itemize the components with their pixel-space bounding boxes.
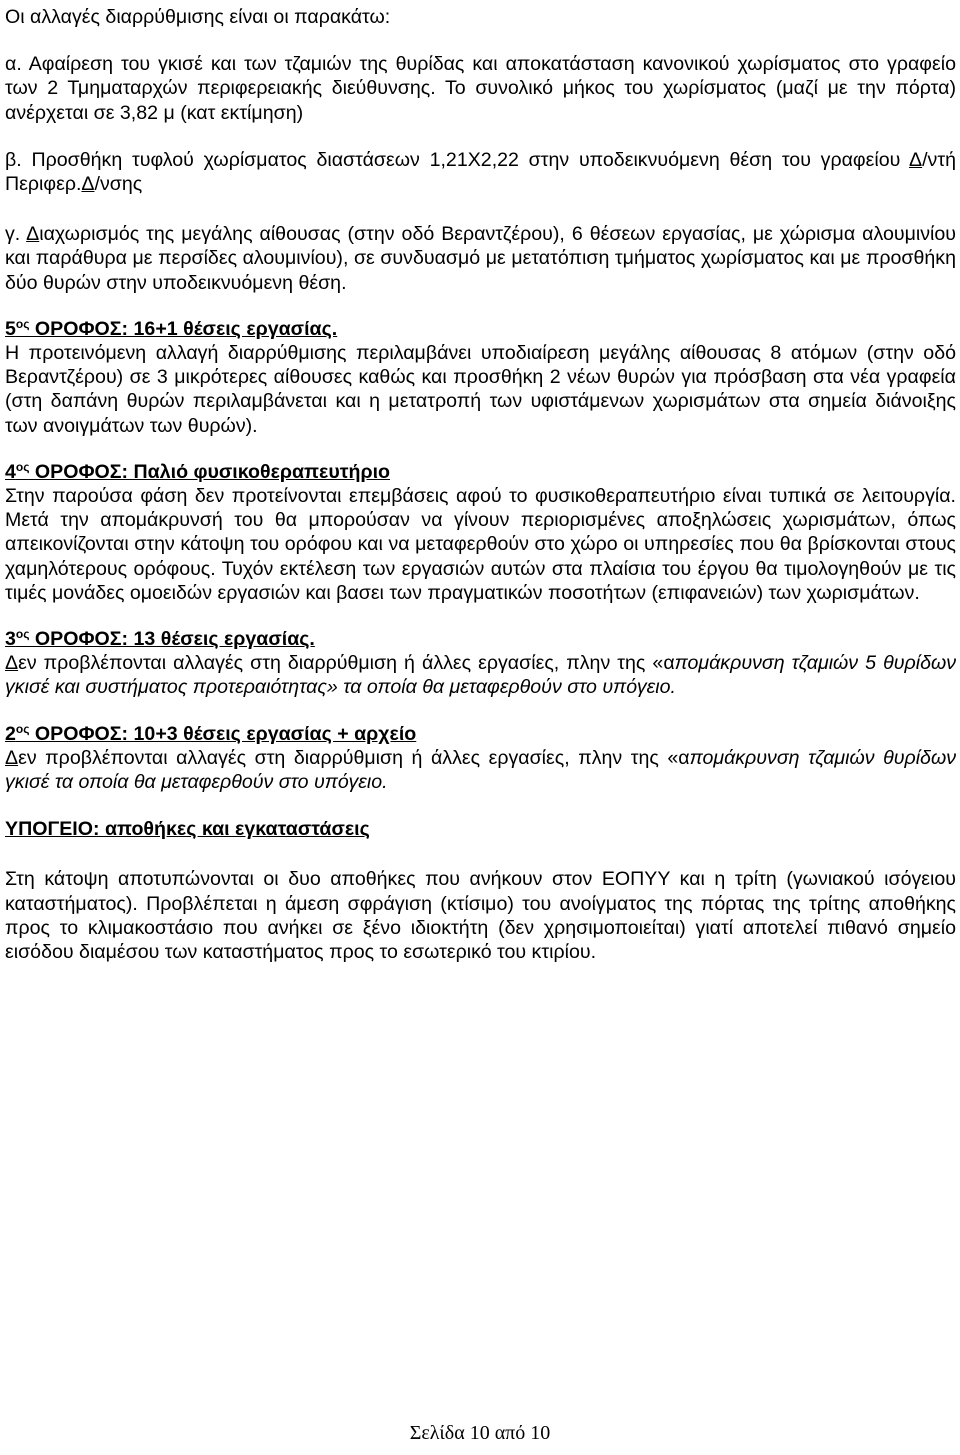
item-b-link-1[interactable]: Δ — [909, 148, 923, 171]
floor-2-link[interactable]: Δ — [5, 746, 19, 769]
floor-5-text: Η προτεινόμενη αλλαγή διαρρύθμισης περιλαμβάνει υποδιαίρεση μεγάλης αίθουσας 8 ατόμων (στην οδό Βεραντζέρου) σε 3 μικρότερες αίθουσες καθώς και προσθήκη 2 νέων θυρών για πρόσβαση στα νέα γραφεία (στη δαπάνη θυρών περιλαμβάνεται και η μετατροπή των υφιστάμενων χωρισμάτων στα σημεία διάνοιξης των ανοιγμάτων των θυρών). — [5, 342, 956, 437]
basement-heading: ΥΠΟΓΕΙΟ: αποθήκες και εγκαταστάσεις — [5, 818, 370, 841]
floor-2-number: 2 — [5, 722, 16, 745]
floor-3-title: ΟΡΟΦΟΣ: 13 θέσεις εργασίας. — [29, 628, 315, 651]
floor-2-ordinal: ος — [15, 721, 30, 736]
item-b — [5, 148, 956, 196]
floor-4-number: 4 — [5, 460, 16, 483]
page-footer: Σελίδα 10 από 10 — [409, 1422, 551, 1444]
floor-2-section — [5, 722, 956, 795]
floor-3-heading — [5, 627, 956, 651]
floor-5-title: ΟΡΟΦΟΣ: 16+1 θέσεις εργασίας. — [29, 317, 338, 340]
floor-3-ordinal: ος — [15, 627, 30, 642]
intro-text: Οι αλλαγές διαρρύθμισης είναι οι παρακάτω: — [5, 6, 391, 28]
floor-5-ordinal: ος — [15, 316, 30, 331]
floor-5-section — [5, 317, 956, 438]
item-b-mid: /ντή Περιφερ. — [5, 148, 956, 196]
floor-2-body: εν προβλέπονται αλλαγές στη διαρρύθμιση ή άλλες εργασίες, πλην της «α — [18, 746, 690, 769]
floor-4-ordinal: ος — [15, 459, 30, 474]
floor-3-link[interactable]: Δ — [5, 652, 19, 675]
floor-4-title: ΟΡΟΦΟΣ: Παλιό φυσικοθεραπευτήριο — [29, 460, 390, 483]
floor-3-text — [5, 651, 956, 699]
floor-5-heading — [5, 317, 956, 341]
floor-3-section — [5, 627, 956, 700]
item-c-link[interactable]: Δ — [26, 223, 40, 246]
item-b-end: /νσης — [94, 173, 143, 196]
floor-2-heading — [5, 722, 956, 746]
item-c — [5, 222, 956, 295]
floor-5-number: 5 — [5, 317, 16, 340]
item-c-prefix: γ. — [5, 223, 27, 246]
floor-2-title: ΟΡΟΦΟΣ: 10+3 θέσεις εργασίας + αρχείο — [29, 722, 417, 745]
floor-3-number: 3 — [5, 628, 16, 651]
floor-4-heading — [5, 460, 956, 484]
item-b-text: β. Προσθήκη τυφλού χωρίσματος διαστάσεων 1,21Χ2,22 στην υποδεικνυόμενη θέση του γραφείου — [5, 148, 910, 171]
item-b-link-2[interactable]: Δ — [81, 173, 95, 196]
floor-3-body: εν προβλέπονται αλλαγές στη διαρρύθμιση ή άλλες εργασίες, πλην της «α — [18, 652, 675, 675]
basement-text: Στη κάτοψη αποτυπώνονται οι δυο αποθήκες που ανήκουν στον ΕΟΠΥΥ και η τρίτη (γωνιακού ισόγειου καταστήματος). Προβλέπεται η άμεση σφράγιση (κτίσιμο) του ανοίγματος της πόρτας της τρίτης αποθήκης προς το κλιμακοστάσιο που ανήκει σε ξένο ιδιοκτήτη (δεν χρησιμοποιείται) γιατί αποτελεί πιθανό σημείο εισόδου διαμέσου των καταστήματος προς το εσωτερικό του κτιρίου. — [5, 868, 956, 964]
floor-2-text — [5, 746, 956, 794]
floor-4-section — [5, 460, 956, 605]
floor-3-italic: πομάκρυνση τζαμιών 5 θυρίδων γκισέ και συστήματος προτεραιότητας» τα οποία θα μεταφερθούν στο υπόγειο. — [5, 652, 957, 699]
item-c-text: ιαχωρισμός της μεγάλης αίθουσας (στην οδό Βεραντζέρου), 6 θέσεων εργασίας, με χώρισμα αλουμινίου και παράθυρα με περσίδες αλουμινίου), σε συνδυασμό με μετατόπιση τμήματος χωρίσματος και με προσθήκη δύο θυρών στην υποδεικνυόμενη θέση. — [5, 223, 956, 294]
floor-2-italic: πομάκρυνση τζαμιών θυρίδων γκισέ τα οποία θα μεταφερθούν στο υπόγειο. — [5, 746, 956, 794]
item-a: α. Αφαίρεση του γκισέ και των τζαμιών της θυρίδας και αποκατάσταση κανονικού χωρίσματος στο γραφείο των 2 Τμηματαρχών περιφερειακής διεύθυνσης. Το συνολικό μήκος του χωρίσματος (μαζί με την πόρτα) ανέρχεται σε 3,82 μ (κατ εκτίμηση) — [5, 53, 956, 124]
document-page — [5, 5, 956, 964]
floor-4-text: Στην παρούσα φάση δεν προτείνονται επεμβάσεις αφού το φυσικοθεραπευτήριο είναι τυπικά σε λειτουργία. Μετά την απομάκρυνσή του θα μπορούσαν να γίνουν περιορισμένες αποξηλώσεις χωρισμάτων, όπως απεικονίζονται στην κάτοψη του ορόφου και να μεταφερθούν στο χώρο οι υπηρεσίες που θα βρίσκονται στους χαμηλότερους ορόφους. Τυχόν εκτέλεση των εργασιών αυτών στα πλαίσια του έργου θα τιμολογηθούν με τις τιμές μονάδες ομοειδών εργασιών και βασει των πραγματικών ποσοτήτων (επιφανειών) των χωρισμάτων. — [5, 485, 956, 604]
